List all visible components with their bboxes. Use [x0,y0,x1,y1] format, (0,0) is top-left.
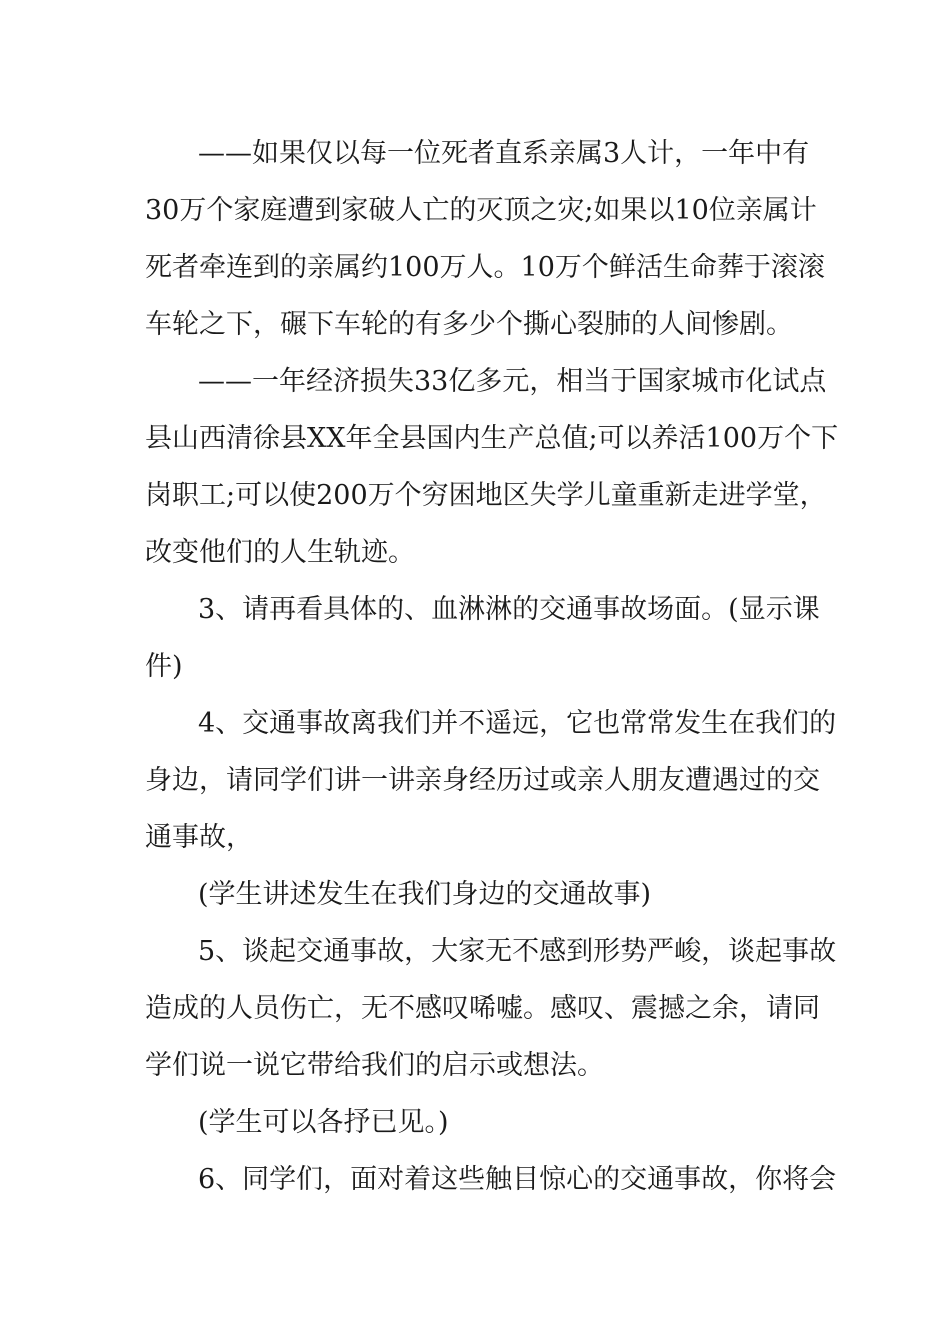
paragraph-line: 通事故， [145,822,253,853]
paragraph-line: 6、同学们，面对着这些触目惊心的交通事故，你将会 [198,1164,837,1195]
paragraph-line: 学们说一说它带给我们的启示或想法。 [145,1050,604,1081]
paragraph-line: 造成的人员伤亡，无不感叹唏嘘。感叹、震撼之余，请同 [145,993,820,1024]
paragraph-line: 身边，请同学们讲一讲亲身经历过或亲人朋友遭遇过的交 [145,765,820,796]
paragraph-line: 车轮之下，碾下车轮的有多少个撕心裂肺的人间惨剧。 [145,309,793,340]
paragraph-line: 5、谈起交通事故，大家无不感到形势严峻，谈起事故 [198,936,837,967]
paragraph-line: (学生讲述发生在我们身边的交通故事) [198,879,652,910]
paragraph-line: 改变他们的人生轨迹。 [145,537,415,568]
paragraph-line: (学生可以各抒已见。) [198,1107,449,1138]
paragraph-line: 死者牵连到的亲属约100万人。10万个鲜活生命葬于滚滚 [145,252,825,283]
paragraph-line: 县山西清徐县XX年全县国内生产总值;可以养活100万个下 [145,423,839,454]
paragraph-line: 4、交通事故离我们并不遥远，它也常常发生在我们的 [198,708,837,739]
paragraph-line: 件) [145,651,183,682]
paragraph-line: 30万个家庭遭到家破人亡的灭顶之灾;如果以10位亲属计 [145,195,817,226]
paragraph-line: 3、请再看具体的、血淋淋的交通事故场面。(显示课 [198,594,820,625]
paragraph-line: ——一年经济损失33亿多元，相当于国家城市化试点 [198,366,827,397]
paragraph-line: ——如果仅以每一位死者直系亲属3人计，一年中有 [198,138,810,169]
paragraph-line: 岗职工;可以使200万个穷困地区失学儿童重新走进学堂， [145,480,827,511]
